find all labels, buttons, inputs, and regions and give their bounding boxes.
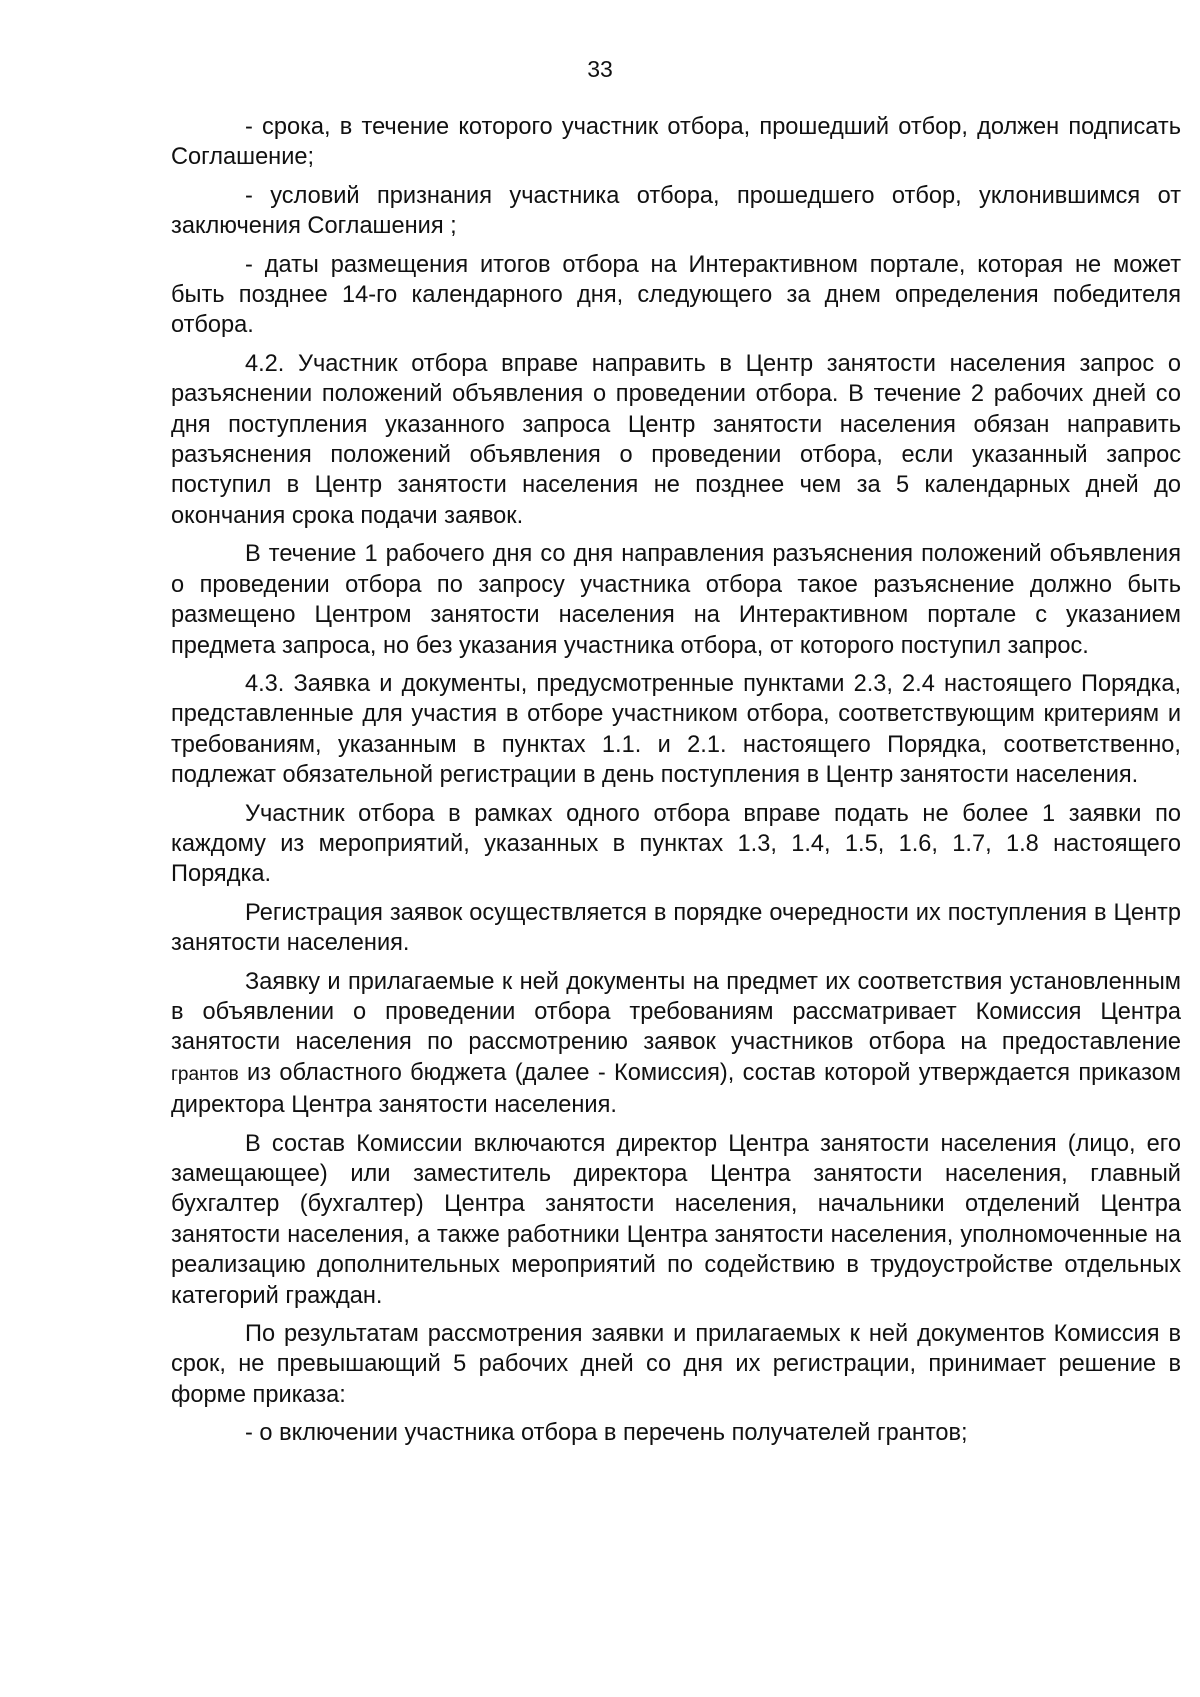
commission-text-start: Заявку и прилагаемые к ней документы на предмет их соответствия установленным в объявлении о проведении отбора требованиям рассматривает Комиссия Центра занятости населения по рассмотрению заявок участников отбора на предоставление: [171, 968, 1181, 1056]
paragraph-results-publication-date: - даты размещения итогов отбора на Интерактивном портале, которая не может быть позднее 14-го календарного дня, следующего за днем определения победителя отбора.: [171, 251, 1181, 339]
paragraph-registration-order: Регистрация заявок осуществляется в порядке очередности их поступления в Центр занятости населения.: [171, 899, 1181, 957]
paragraph-inclusion-in-list: - о включении участника отбора в перечень получателей грантов;: [245, 1420, 968, 1447]
paragraph-evasion-conditions: - условий признания участника отбора, прошедшего отбор, уклонившимся от заключения Соглашения ;: [171, 182, 1181, 240]
paragraph-decision: По результатам рассмотрения заявки и прилагаемых к ней документов Комиссия в срок, не превышающий 5 рабочих дней со дня их регистрации, принимает решение в форме приказа:: [171, 1321, 1181, 1408]
paragraph-application-limit: Участник отбора в рамках одного отбора вправе подать не более 1 заявки по каждому из мероприятий, указанных в пунктах 1.3, 1.4, 1.5, 1.6, 1.7, 1.8 настоящего Порядка.: [171, 800, 1181, 888]
commission-text-end: из областного бюджета (далее - Комиссия), состав которой утверждается приказом директора Центра занятости населения.: [171, 1059, 1181, 1119]
page-number: 33: [587, 56, 613, 82]
paragraph-clause-4-2: 4.2. Участник отбора вправе направить в Центр занятости населения запрос о разъяснении положений объявления о проведении отбора. В течение 2 рабочих дней со дня поступления указанного запроса Центр занятости населения обязан направить разъяснения положений объявления о проведении отбора, если указанный запрос поступил в Центр занятости населения не позднее чем за 5 календарных дней до окончания срока подачи заявок.: [171, 350, 1181, 529]
document-body: [171, 112, 1181, 1457]
paragraph-clarification-publication: В течение 1 рабочего дня со дня направления разъяснения положений объявления о проведении отбора по запросу участника отбора такое разъяснение должно быть размещено Центром занятости населения на Интерактивном портале с указанием предмета запроса, но без указания участника отбора, от которого поступил запрос.: [171, 541, 1181, 659]
paragraph-commission-members: В состав Комиссии включаются директор Центра занятости населения (лицо, его замещающее) или заместитель директора Центра занятости населения, главный бухгалтер (бухгалтер) Центра занятости населения, начальники отделений Центра занятости населения, а также работники Центра занятости населения, уполномоченные на реализацию дополнительных мероприятий по содействию в трудоустройстве отдельных категорий граждан.: [171, 1130, 1181, 1309]
commission-text-grants: грантов: [171, 1063, 239, 1085]
paragraph-commission-review: [171, 967, 1181, 1121]
paragraph-agreement-signing-term: - срока, в течение которого участник отбора, прошедший отбор, должен подписать Соглашение;: [171, 114, 1181, 171]
paragraph-clause-4-3: 4.3. Заявка и документы, предусмотренные пунктами 2.3, 2.4 настоящего Порядка, представленные для участия в отборе участником отбора, соответствующим критериям и требованиям, указанным в пунктах 1.1. и 2.1. настоящего Порядка, соответственно, подлежат обязательной регистрации в день поступления в Центр занятости населения.: [171, 670, 1181, 789]
